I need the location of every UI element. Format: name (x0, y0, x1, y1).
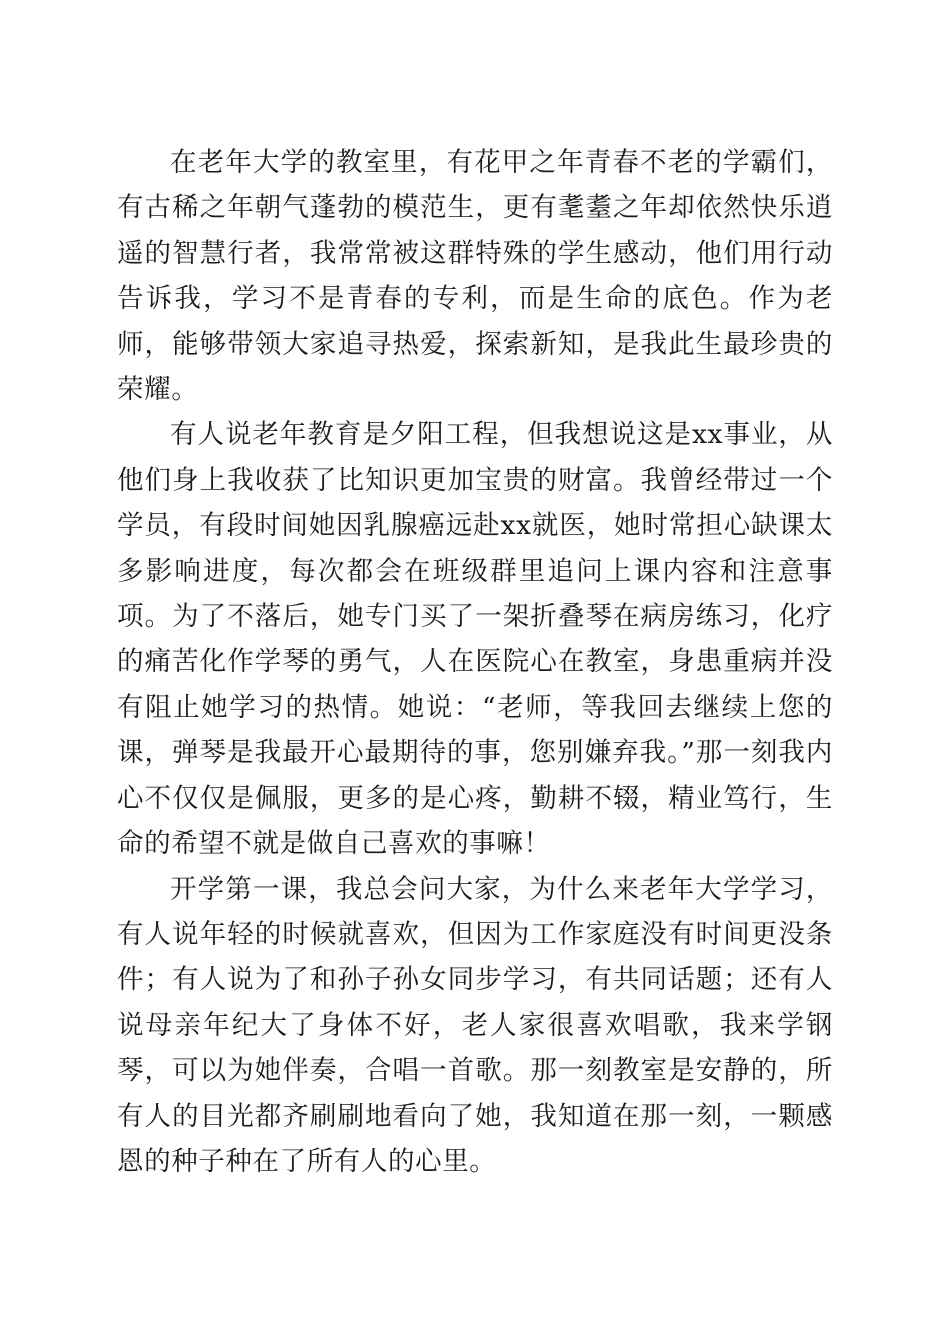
paragraph-3: 开学第一课，我总会问大家，为什么来老年大学学习，有人说年轻的时候就喜欢，但因为工作家庭没有时间更没条件；有人说为了和孙子孙女同步学习，有共同话题；还有人说母亲年纪大了身体不好，老人家很喜欢唱歌，我来学钢琴，可以为她伴奏，合唱一首歌。那一刻教室是安静的，所有人的目光都齐刷刷地看向了她，我知道在那一刻，一颗感恩的种子种在了所有人的心里。 (117, 873, 833, 1177)
paragraph-1: 在老年大学的教室里，有花甲之年青春不老的学霸们，有古稀之年朝气蓬勃的模范生，更有耄耋之年却依然快乐逍遥的智慧行者，我常常被这群特殊的学生感动，他们用行动告诉我，学习不是青春的专利，而是生命的底色。作为老师，能够带领大家追寻热爱，探索新知，是我此生最珍贵的荣耀。 (117, 147, 833, 406)
paragraph-2: 有人说老年教育是夕阳工程，但我想说这是xx事业，从他们身上我收获了比知识更加宝贵的财富。我曾经带过一个学员，有段时间她因乳腺癌远赴xx就医，她时常担心缺课太多影响进度，每次都会在班级群里追问上课内容和注意事项。为了不落后，她专门买了一架折叠琴在病房练习，化疗的痛苦化作学琴的勇气，人在医院心在教室，身患重病并没有阻止她学习的热情。她说：“老师，等我回去继续上您的课，弹琴是我最开心最期待的事，您别嫌弃我。”那一刻我内心不仅仅是佩服，更多的是心疼，勤耕不辍，精业笃行，生命的希望不就是做自己喜欢的事嘛！ (117, 419, 833, 860)
document-body (117, 140, 833, 1184)
